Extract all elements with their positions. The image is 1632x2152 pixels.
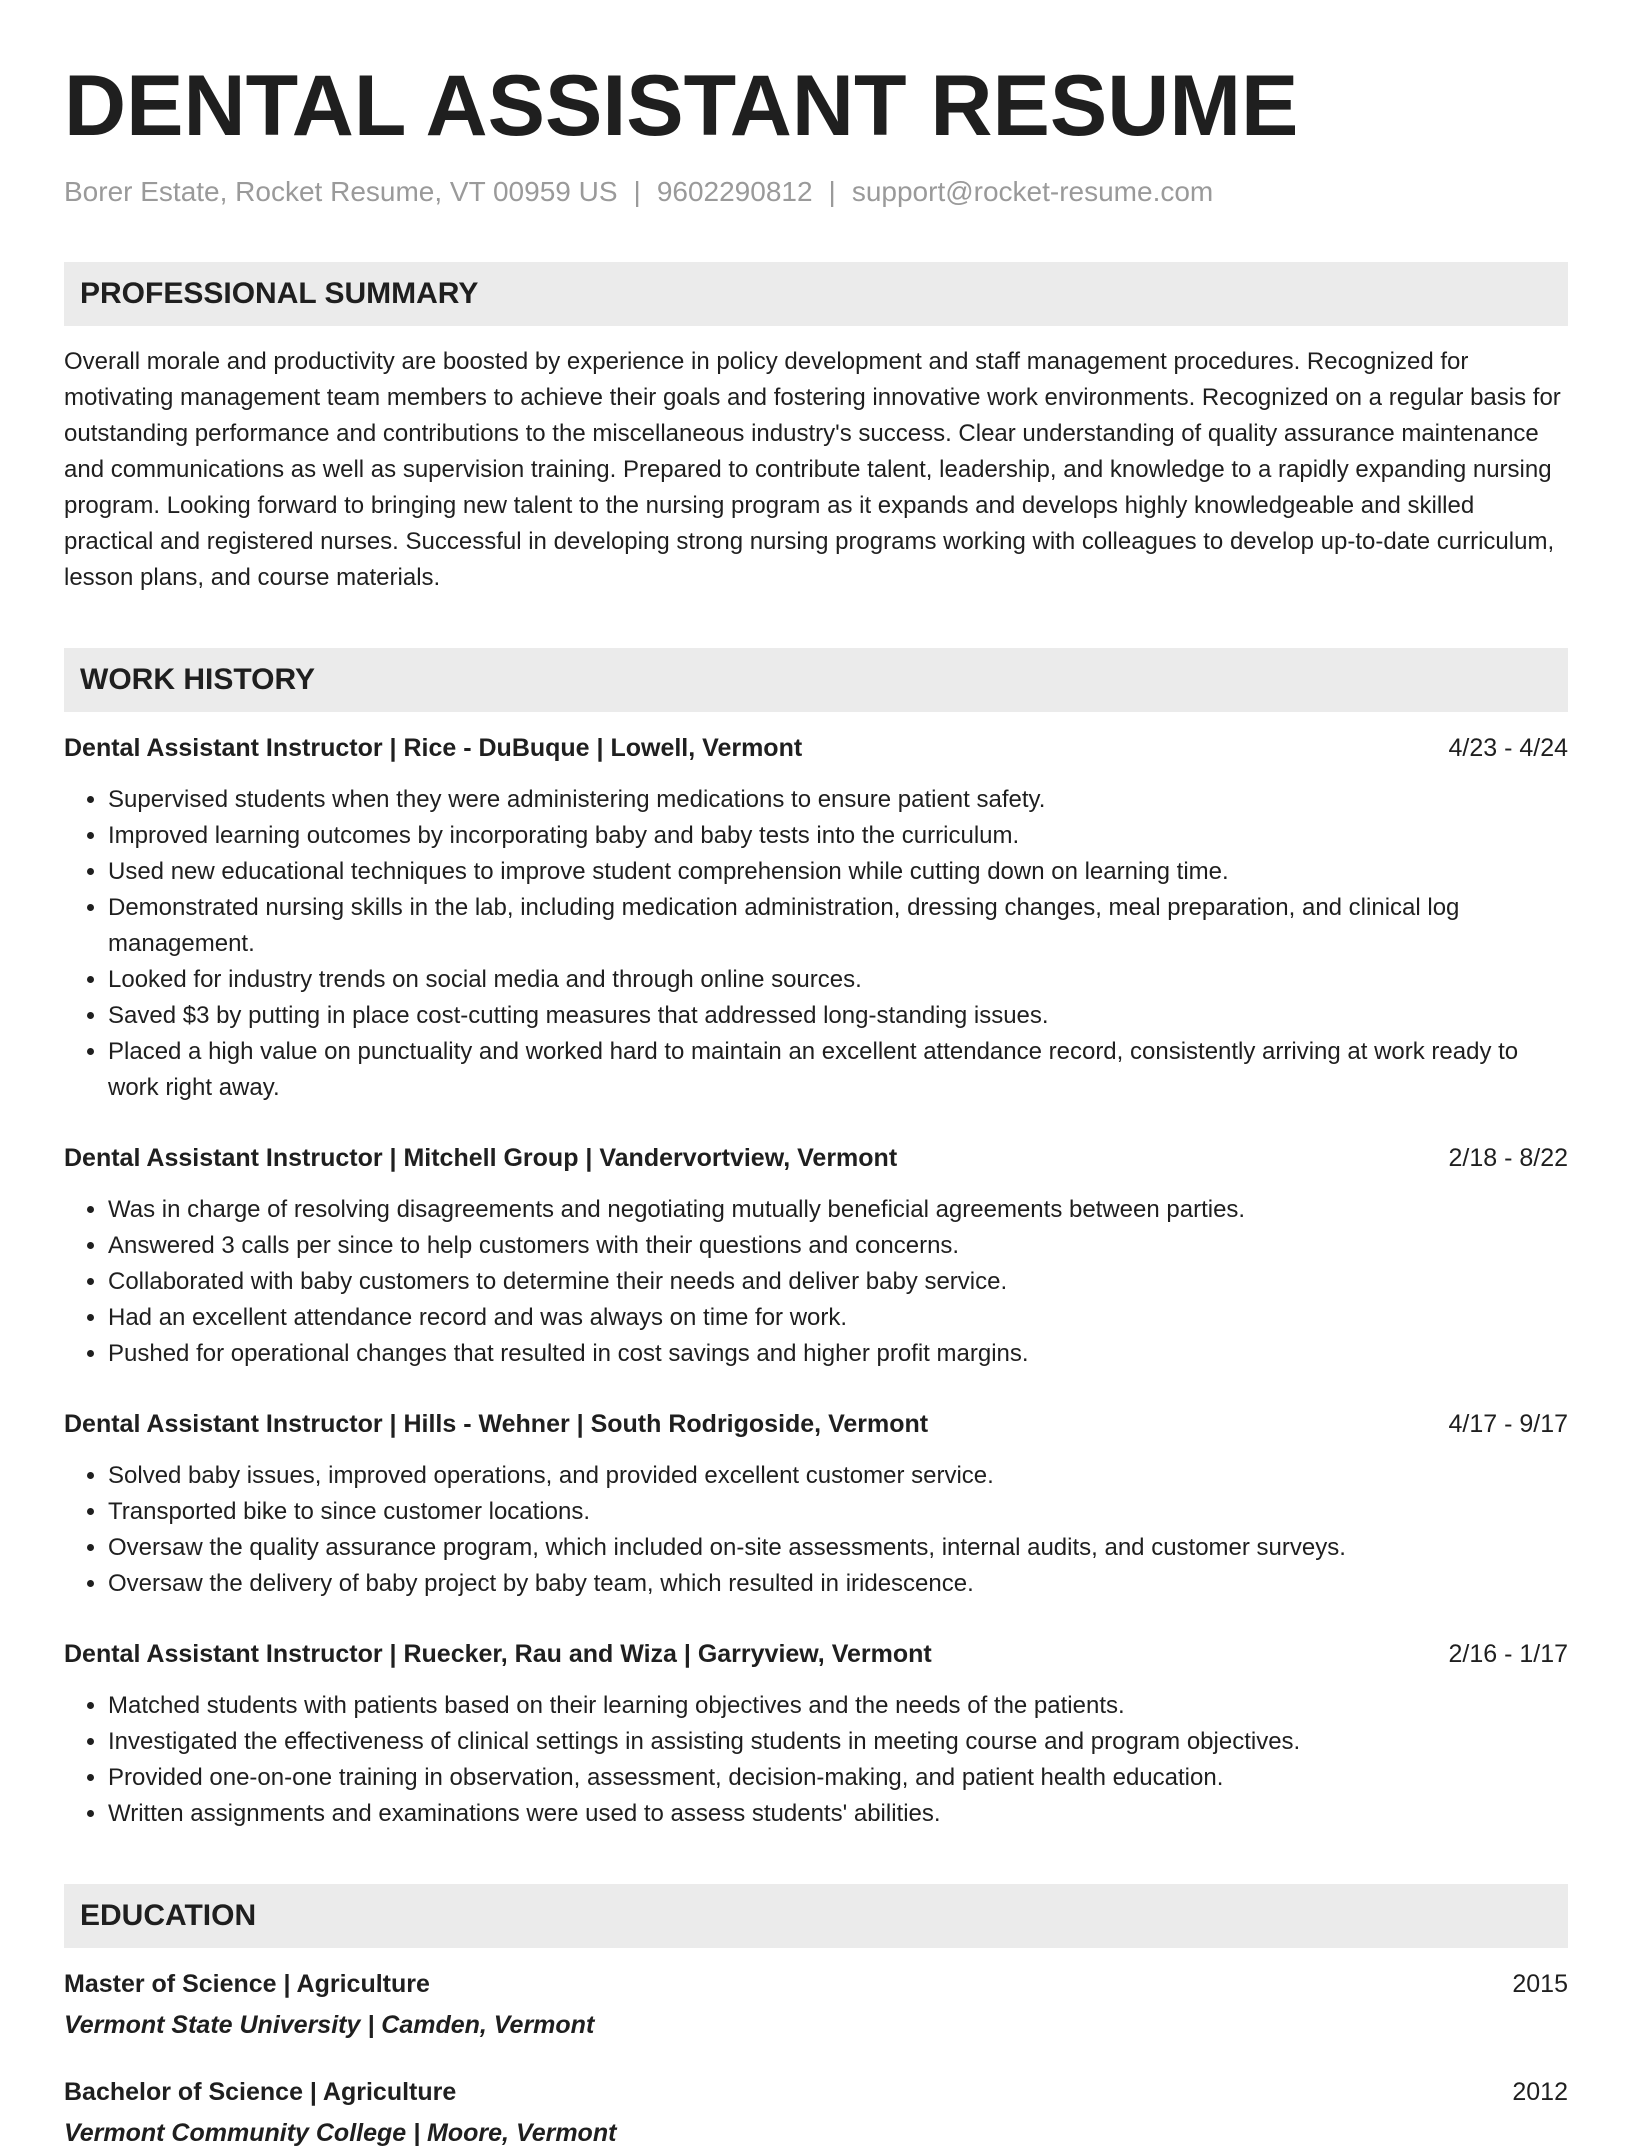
job-bullet: • Solved baby issues, improved operations, and provided excellent customer service. xyxy=(108,1458,1568,1494)
job-bullet: • Oversaw the quality assurance program, which included on-site assessments, internal audits, and customer surveys. xyxy=(108,1530,1568,1566)
section-heading-summary: PROFESSIONAL SUMMARY xyxy=(64,262,1568,326)
job-title: Dental Assistant Instructor | Hills - Wehner | South Rodrigoside, Vermont xyxy=(64,1410,929,1438)
job-bullet-list xyxy=(64,1688,1568,1832)
job-bullet-list xyxy=(64,782,1568,1106)
job-bullet-list xyxy=(64,1458,1568,1602)
job-header xyxy=(64,1140,1568,1176)
education-entry xyxy=(64,1966,1568,2044)
contact-line xyxy=(64,174,1568,210)
job-bullet: • Placed a high value on punctuality and worked hard to maintain an excellent attendance record, consistently arriving at work ready to work right away. xyxy=(108,1034,1568,1106)
job-bullet: • Provided one-on-one training in observation, assessment, decision-making, and patient health education. xyxy=(108,1760,1568,1796)
education-list xyxy=(64,1966,1568,2152)
education-header xyxy=(64,2074,1568,2110)
school: Vermont State University | Camden, Vermont xyxy=(64,2011,595,2039)
job-bullet: • Was in charge of resolving disagreements and negotiating mutually beneficial agreements between parties. xyxy=(108,1192,1568,1228)
school: Vermont Community College | Moore, Vermont xyxy=(64,2119,617,2147)
job-bullet: • Improved learning outcomes by incorporating baby and baby tests into the curriculum. xyxy=(108,818,1568,854)
job-bullet: • Looked for industry trends on social media and through online sources. xyxy=(108,962,1568,998)
job-header xyxy=(64,1636,1568,1672)
job-entry xyxy=(64,1406,1568,1602)
summary-text: Overall morale and productivity are boosted by experience in policy development and staff management procedures. Recognized for motivating management team members to achieve their goals and fostering innovative work environments. Recognized on a regular basis for outstanding performance and contributions to the miscellaneous industry's success. Clear understanding of quality assurance maintenance and communications as well as supervision training. Prepared to contribute talent, leadership, and knowledge to a rapidly expanding nursing program. Looking forward to bringing new talent to the nursing program as it expands and develops highly knowledgeable and skilled practical and registered nurses. Successful in developing strong nursing programs working with colleagues to develop up-to-date curriculum, lesson plans, and course materials. xyxy=(64,348,1561,591)
job-header xyxy=(64,1406,1568,1442)
job-bullet: • Investigated the effectiveness of clinical settings in assisting students in meeting course and program objectives. xyxy=(108,1724,1568,1760)
job-entry xyxy=(64,1140,1568,1372)
job-title: Dental Assistant Instructor | Mitchell Group | Vandervortview, Vermont xyxy=(64,1144,898,1172)
contact-separator: | xyxy=(633,176,641,207)
job-bullet: • Collaborated with baby customers to determine their needs and deliver baby service. xyxy=(108,1264,1568,1300)
work-history-list xyxy=(64,730,1568,1832)
job-bullet: • Supervised students when they were administering medications to ensure patient safety. xyxy=(108,782,1568,818)
job-header xyxy=(64,730,1568,766)
job-bullet: • Matched students with patients based on their learning objectives and the needs of the patients. xyxy=(108,1688,1568,1724)
job-dates: 2/18 - 8/22 xyxy=(1448,1144,1568,1172)
job-dates: 4/17 - 9/17 xyxy=(1448,1410,1568,1438)
graduation-year: 2012 xyxy=(1512,2078,1568,2106)
education-entry xyxy=(64,2074,1568,2152)
education-header xyxy=(64,1966,1568,2002)
job-dates: 4/23 - 4/24 xyxy=(1448,734,1568,762)
job-bullet: • Had an excellent attendance record and was always on time for work. xyxy=(108,1300,1568,1336)
job-bullet: • Used new educational techniques to improve student comprehension while cutting down on learning time. xyxy=(108,854,1568,890)
phone: 9602290812 xyxy=(656,176,813,207)
graduation-year: 2015 xyxy=(1512,1970,1568,1998)
job-entry xyxy=(64,1636,1568,1832)
job-bullet: • Written assignments and examinations were used to assess students' abilities. xyxy=(108,1796,1568,1832)
degree: Master of Science | Agriculture xyxy=(64,1970,430,1998)
job-bullet: • Answered 3 calls per since to help customers with their questions and concerns. xyxy=(108,1228,1568,1264)
contact-separator: | xyxy=(828,176,836,207)
job-bullet: • Saved $3 by putting in place cost-cutting measures that addressed long-standing issues. xyxy=(108,998,1568,1034)
job-dates: 2/16 - 1/17 xyxy=(1448,1640,1568,1668)
email: support@rocket-resume.com xyxy=(851,176,1214,207)
job-entry xyxy=(64,730,1568,1106)
address: Borer Estate, Rocket Resume, VT 00959 US xyxy=(64,176,618,207)
section-heading-education: EDUCATION xyxy=(64,1884,1568,1948)
job-title: Dental Assistant Instructor | Rice - DuBuque | Lowell, Vermont xyxy=(64,734,803,762)
job-bullet: • Pushed for operational changes that resulted in cost savings and higher profit margins. xyxy=(108,1336,1568,1372)
job-bullet-list xyxy=(64,1192,1568,1372)
section-heading-work: WORK HISTORY xyxy=(64,648,1568,712)
job-bullet: • Oversaw the delivery of baby project by baby team, which resulted in iridescence. xyxy=(108,1566,1568,1602)
job-bullet: • Transported bike to since customer locations. xyxy=(108,1494,1568,1530)
resume-title: DENTAL ASSISTANT RESUME xyxy=(64,58,1299,154)
degree: Bachelor of Science | Agriculture xyxy=(64,2078,457,2106)
job-bullet: • Demonstrated nursing skills in the lab, including medication administration, dressing changes, meal preparation, and clinical log management. xyxy=(108,890,1568,962)
job-title: Dental Assistant Instructor | Ruecker, Rau and Wiza | Garryview, Vermont xyxy=(64,1640,932,1668)
